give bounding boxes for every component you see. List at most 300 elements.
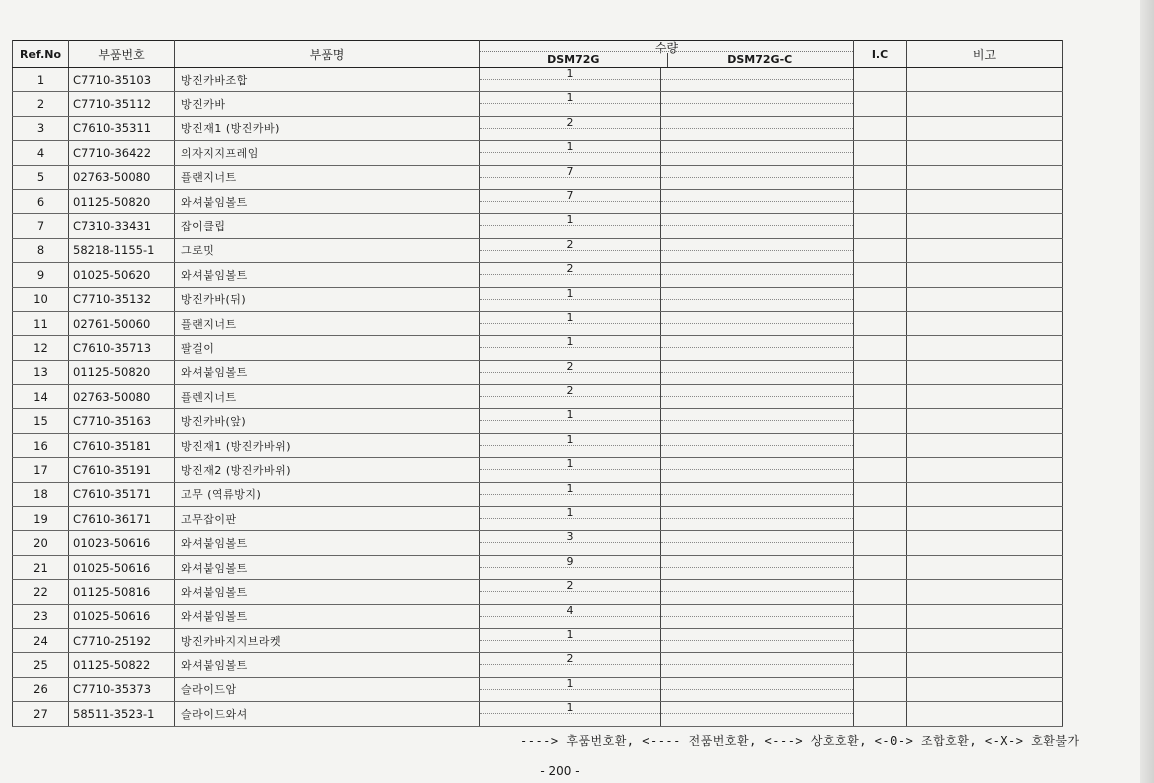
cell-ref-no: 25 [13,653,69,677]
cell-ref-no: 27 [13,702,69,726]
table-row [13,360,1063,384]
cell-qty-model-a [480,580,661,604]
cell-remarks [907,92,1063,116]
cell-qty-model-a [480,92,661,116]
cell-part-name: 방진재2 (방진카바위) [175,458,480,482]
cell-qty-model-b [661,677,854,701]
cell-qty-model-b [661,482,854,506]
cell-ic [854,116,907,140]
qty-dotted-line [480,152,660,153]
cell-ic [854,287,907,311]
cell-part-name: 잡이클립 [175,214,480,238]
cell-part-name: 방진카바지지브라켓 [175,628,480,652]
table-row [13,507,1063,531]
cell-part-name: 플렌지너트 [175,385,480,409]
cell-part-name: 플랜지너트 [175,165,480,189]
cell-qty-model-b [661,141,854,165]
cell-ref-no: 21 [13,555,69,579]
cell-remarks [907,165,1063,189]
cell-qty-model-a [480,653,661,677]
page-number: - 200 - [540,764,580,778]
cell-part-no: C7610-35713 [69,336,175,360]
cell-ref-no: 12 [13,336,69,360]
qty-value: 7 [566,189,574,202]
qty-value: 1 [566,311,574,324]
cell-remarks [907,116,1063,140]
cell-qty-model-b [661,433,854,457]
table-row [13,458,1063,482]
qty-dotted-line [661,713,853,714]
qty-dotted-line [480,445,660,446]
qty-dotted-line [480,225,660,226]
cell-qty-model-a [480,287,661,311]
cell-qty-model-a [480,189,661,213]
qty-value: 1 [566,701,574,715]
cell-ref-no: 26 [13,677,69,701]
qty-dotted-line [661,445,853,446]
cell-qty-model-b [661,580,854,604]
cell-qty-model-a [480,238,661,262]
cell-part-no: 01125-50820 [69,189,175,213]
cell-part-no: 01125-50822 [69,653,175,677]
cell-qty-model-a [480,507,661,531]
cell-part-no: C7710-25192 [69,628,175,652]
cell-ref-no: 5 [13,165,69,189]
qty-dotted-line [661,420,853,421]
cell-qty-model-b [661,531,854,555]
qty-dotted-line [480,396,660,397]
cell-ic [854,336,907,360]
table-row [13,189,1063,213]
qty-dotted-line [661,372,853,373]
qty-value: 1 [566,457,574,471]
cell-part-no: C7610-35191 [69,458,175,482]
qty-dotted-line [480,469,660,470]
qty-value: 1 [566,628,574,641]
cell-ic [854,677,907,701]
cell-remarks [907,360,1063,384]
table-row [13,141,1063,165]
cell-ic [854,92,907,116]
table-row [13,92,1063,116]
header-quantity [480,41,854,68]
qty-dotted-line [480,299,660,300]
table-row [13,287,1063,311]
cell-ref-no: 11 [13,311,69,335]
cell-part-name: 슬라이드와셔 [175,702,480,726]
cell-ref-no: 15 [13,409,69,433]
cell-remarks [907,580,1063,604]
qty-dotted-line [480,664,660,665]
qty-value: 2 [566,579,574,593]
qty-dotted-line [480,323,660,324]
qty-value: 1 [566,67,574,80]
cell-remarks [907,458,1063,482]
cell-part-no: C7710-36422 [69,141,175,165]
parts-table [12,40,1063,727]
cell-part-name: 방진카바(앞) [175,409,480,433]
table-row [13,702,1063,726]
cell-qty-model-a [480,458,661,482]
table-row [13,214,1063,238]
qty-dotted-line [661,640,853,641]
cell-part-name: 와셔붙임볼트 [175,653,480,677]
cell-ic [854,360,907,384]
cell-remarks [907,702,1063,726]
qty-dotted-line [661,152,853,153]
cell-qty-model-b [661,702,854,726]
cell-qty-model-a [480,360,661,384]
qty-dotted-line [661,299,853,300]
cell-qty-model-a [480,141,661,165]
cell-part-name: 와셔붙임볼트 [175,189,480,213]
cell-part-no: 01025-50620 [69,263,175,287]
qty-dotted-line [480,372,660,373]
cell-ic [854,653,907,677]
qty-value: 1 [566,482,574,495]
qty-dotted-line [480,274,660,275]
cell-ic [854,263,907,287]
qty-value: 1 [566,433,574,446]
cell-ic [854,214,907,238]
cell-part-no: 02763-50080 [69,385,175,409]
qty-dotted-line [661,103,853,104]
cell-remarks [907,287,1063,311]
qty-dotted-line [661,616,853,617]
cell-ref-no: 2 [13,92,69,116]
cell-qty-model-a [480,385,661,409]
cell-remarks [907,628,1063,652]
qty-dotted-line [480,713,660,714]
qty-dotted-line [661,201,853,202]
cell-ref-no: 18 [13,482,69,506]
table-row [13,165,1063,189]
cell-ic [854,433,907,457]
cell-qty-model-b [661,555,854,579]
qty-value: 2 [566,262,574,276]
cell-remarks [907,433,1063,457]
cell-part-no: C7710-35163 [69,409,175,433]
cell-ic [854,311,907,335]
qty-value: 1 [566,91,574,105]
table-row [13,677,1063,701]
cell-part-name: 방진카바 [175,92,480,116]
table-header [13,41,1063,68]
table-row [13,433,1063,457]
qty-dotted-line [480,103,660,104]
cell-part-no: C7610-35171 [69,482,175,506]
cell-remarks [907,604,1063,628]
table-row [13,116,1063,140]
cell-remarks [907,555,1063,579]
cell-qty-model-a [480,116,661,140]
header-model-b: DSM72G-C [727,53,793,66]
cell-qty-model-a [480,263,661,287]
qty-value: 2 [566,116,574,129]
cell-remarks [907,238,1063,262]
cell-qty-model-a [480,628,661,652]
qty-dotted-line [480,177,660,178]
cell-qty-model-b [661,409,854,433]
cell-ic [854,531,907,555]
cell-ref-no: 17 [13,458,69,482]
qty-value: 1 [566,287,574,300]
table-row [13,555,1063,579]
qty-dotted-line [480,591,660,592]
cell-qty-model-b [661,287,854,311]
cell-ic [854,604,907,628]
qty-dotted-line [661,518,853,519]
cell-remarks [907,677,1063,701]
cell-ref-no: 19 [13,507,69,531]
cell-ref-no: 13 [13,360,69,384]
table-row [13,531,1063,555]
cell-part-name: 슬라이드암 [175,677,480,701]
cell-qty-model-a [480,336,661,360]
qty-dotted-line [661,250,853,251]
cell-part-name: 와셔붙임볼트 [175,580,480,604]
qty-dotted-line [661,591,853,592]
cell-ref-no: 3 [13,116,69,140]
qty-dotted-line [661,274,853,275]
qty-dotted-line [661,664,853,665]
cell-qty-model-b [661,214,854,238]
cell-part-no: 01023-50616 [69,531,175,555]
qty-value: 2 [566,384,574,398]
cell-part-no: 58511-3523-1 [69,702,175,726]
qty-value: 1 [566,213,574,227]
qty-dotted-line [661,323,853,324]
cell-part-name: 고무 (역류방지) [175,482,480,506]
qty-dotted-line [480,689,660,690]
cell-part-no: C7710-35132 [69,287,175,311]
qty-dotted-line [480,128,660,129]
qty-dotted-line [480,201,660,202]
cell-qty-model-b [661,360,854,384]
page-edge-shadow [1140,0,1154,783]
header-model-a: DSM72G [547,53,600,66]
table-body [13,68,1063,727]
cell-part-name: 방진카바(뒤) [175,287,480,311]
cell-ref-no: 10 [13,287,69,311]
cell-ic [854,628,907,652]
cell-ic [854,385,907,409]
cell-part-no: 01025-50616 [69,604,175,628]
table-row [13,336,1063,360]
table-row [13,311,1063,335]
cell-qty-model-a [480,531,661,555]
cell-part-name: 방진카바조합 [175,68,480,92]
cell-qty-model-b [661,653,854,677]
cell-qty-model-b [661,336,854,360]
cell-qty-model-a [480,433,661,457]
cell-ic [854,580,907,604]
table-row [13,653,1063,677]
cell-remarks [907,653,1063,677]
table-row [13,604,1063,628]
cell-part-name: 팔걸이 [175,336,480,360]
cell-part-no: 58218-1155-1 [69,238,175,262]
cell-ic [854,702,907,726]
qty-value: 7 [566,165,574,178]
header-ic: I.C [854,41,907,68]
table-row [13,238,1063,262]
cell-qty-model-b [661,311,854,335]
cell-part-no: 01125-50820 [69,360,175,384]
header-part-no: 부품번호 [69,41,175,68]
qty-dotted-line [480,420,660,421]
qty-value: 4 [566,604,574,617]
cell-qty-model-a [480,409,661,433]
cell-remarks [907,263,1063,287]
cell-part-name: 고무잡이판 [175,507,480,531]
cell-ref-no: 7 [13,214,69,238]
cell-part-no: 01025-50616 [69,555,175,579]
cell-qty-model-b [661,238,854,262]
cell-remarks [907,189,1063,213]
qty-dotted-line [661,469,853,470]
cell-part-name: 플랜지너트 [175,311,480,335]
table-row [13,482,1063,506]
cell-part-name: 방진재1 (방진카바) [175,116,480,140]
table-row [13,385,1063,409]
cell-qty-model-a [480,604,661,628]
cell-ic [854,189,907,213]
cell-qty-model-b [661,458,854,482]
cell-remarks [907,311,1063,335]
qty-dotted-line [661,542,853,543]
cell-ic [854,141,907,165]
cell-qty-model-a [480,702,661,726]
cell-part-no: C7710-35103 [69,68,175,92]
cell-qty-model-b [661,189,854,213]
qty-dotted-line [480,640,660,641]
qty-value: 2 [566,238,574,251]
qty-value: 2 [566,360,574,373]
cell-part-name: 와셔붙임볼트 [175,531,480,555]
qty-value: 1 [566,408,574,422]
qty-dotted-line [661,347,853,348]
qty-dotted-line [661,567,853,568]
cell-remarks [907,141,1063,165]
qty-value: 1 [566,506,574,520]
cell-part-name: 와셔붙임볼트 [175,555,480,579]
cell-part-no: C7610-36171 [69,507,175,531]
qty-dotted-line [480,542,660,543]
cell-qty-model-a [480,214,661,238]
qty-dotted-line [661,494,853,495]
cell-part-name: 의자지지프레임 [175,141,480,165]
qty-value: 9 [566,555,574,568]
table-row [13,628,1063,652]
qty-dotted-line [480,567,660,568]
cell-qty-model-a [480,482,661,506]
cell-part-name: 와셔붙임볼트 [175,604,480,628]
qty-dotted-line [661,396,853,397]
cell-ref-no: 9 [13,263,69,287]
qty-value: 3 [566,530,574,544]
cell-ic [854,238,907,262]
cell-ic [854,555,907,579]
qty-dotted-line [480,250,660,251]
header-ref-no: Ref.No [13,41,69,68]
cell-qty-model-b [661,165,854,189]
cell-ref-no: 1 [13,68,69,92]
cell-part-no: 02761-50060 [69,311,175,335]
header-quantity-label: 수량 [654,41,679,55]
cell-ref-no: 22 [13,580,69,604]
qty-dotted-line [661,689,853,690]
qty-value: 2 [566,652,574,666]
cell-ic [854,68,907,92]
qty-dotted-line [661,177,853,178]
table-row [13,68,1063,92]
qty-dotted-line [480,347,660,348]
cell-qty-model-b [661,604,854,628]
qty-dotted-line [661,225,853,226]
header-quantity-divider [480,51,853,52]
cell-ic [854,507,907,531]
cell-ic [854,458,907,482]
table-row [13,409,1063,433]
qty-value: 1 [566,335,574,349]
cell-part-no: C7710-35112 [69,92,175,116]
cell-qty-model-b [661,507,854,531]
qty-dotted-line [480,518,660,519]
cell-qty-model-a [480,311,661,335]
cell-remarks [907,482,1063,506]
cell-remarks [907,214,1063,238]
qty-dotted-line [480,616,660,617]
cell-part-no: C7310-33431 [69,214,175,238]
qty-dotted-line [480,494,660,495]
cell-part-no: C7710-35373 [69,677,175,701]
cell-ref-no: 4 [13,141,69,165]
cell-ref-no: 14 [13,385,69,409]
cell-qty-model-b [661,68,854,92]
cell-part-no: 01125-50816 [69,580,175,604]
header-remarks: 비고 [907,41,1063,68]
qty-value: 1 [566,677,574,690]
cell-remarks [907,336,1063,360]
cell-ref-no: 23 [13,604,69,628]
cell-qty-model-a [480,677,661,701]
cell-ref-no: 24 [13,628,69,652]
cell-ref-no: 8 [13,238,69,262]
cell-remarks [907,409,1063,433]
cell-remarks [907,385,1063,409]
cell-ref-no: 20 [13,531,69,555]
interchange-legend: ----> 후품번호환, <---- 전품번호환, <---> 상호호환, <-0-> 조합호환, <-X-> 호환불가 [520,734,1080,748]
cell-qty-model-a [480,165,661,189]
cell-qty-model-b [661,628,854,652]
table-row [13,580,1063,604]
cell-part-name: 그로밋 [175,238,480,262]
cell-qty-model-b [661,92,854,116]
cell-ref-no: 16 [13,433,69,457]
cell-qty-model-a [480,68,661,92]
cell-ic [854,482,907,506]
cell-part-no: 02763-50080 [69,165,175,189]
cell-remarks [907,68,1063,92]
cell-qty-model-b [661,385,854,409]
cell-part-name: 방진재1 (방진카바위) [175,433,480,457]
cell-qty-model-b [661,116,854,140]
cell-part-name: 와셔붙임볼트 [175,360,480,384]
qty-dotted-line [661,128,853,129]
qty-value: 1 [566,140,574,154]
header-part-name: 부품명 [175,41,480,68]
